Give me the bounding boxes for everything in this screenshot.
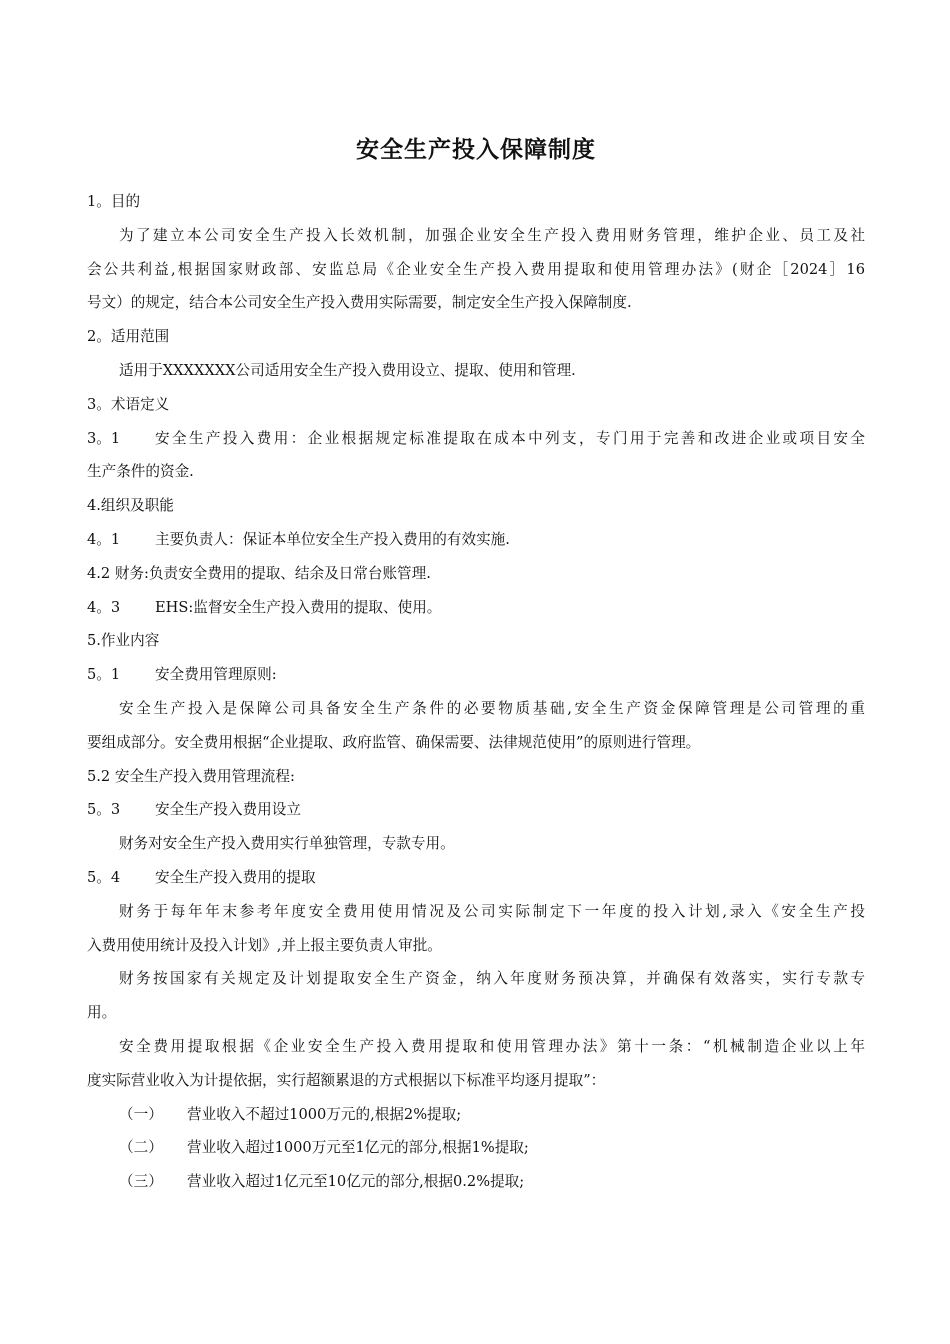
line-text: 营业收入超过1000万元至1亿元的部分,根据1%提取;	[187, 1139, 529, 1157]
line-text: 5.作业内容	[87, 632, 160, 650]
text-line	[87, 354, 865, 388]
line-text: 营业收入不超过1000万元的,根据2%提取;	[187, 1105, 462, 1123]
text-line	[87, 422, 865, 456]
line-text: EHS:监督安全生产投入费用的提取、使用。	[155, 598, 442, 616]
line-text: 生产条件的资金.	[87, 463, 194, 481]
line-text: 适用于XXXXXXX公司适用安全生产投入费用设立、提取、使用和管理.	[119, 361, 576, 379]
text-line	[87, 557, 865, 591]
line-text: 主要负责人：保证本单位安全生产投入费用的有效实施.	[155, 530, 510, 548]
line-text: 财务于每年年末参考年度安全费用使用情况及公司实际制定下一年度的投入计划,录入《安全生产投	[119, 902, 865, 920]
text-line	[87, 1165, 865, 1199]
line-text: 3。术语定义	[87, 395, 170, 413]
clause-number: 3。1	[87, 429, 121, 447]
line-text: 为了建立本公司安全生产投入长效机制，加强企业安全生产投入费用财务管理，维护企业、员工及社	[119, 226, 865, 244]
text-line	[87, 489, 865, 523]
text-line	[87, 658, 865, 692]
line-text: 用。	[87, 1004, 117, 1022]
line-text: 安全费用管理原则:	[155, 666, 277, 684]
text-line	[87, 624, 865, 658]
line-text: 会公共利益,根据国家财政部、安监总局《企业安全生产投入费用提取和使用管理办法》(财企［2024］16	[87, 260, 865, 278]
line-text: 号文）的规定，结合本公司安全生产投入费用实际需要，制定安全生产投入保障制度.	[87, 294, 632, 312]
line-text: 安全费用提取根据《企业安全生产投入费用提取和使用管理办法》第十一条：“机械制造企业以上年	[119, 1037, 865, 1055]
text-line	[87, 1098, 865, 1132]
list-marker: （一）	[119, 1105, 163, 1123]
line-text: 5.2 安全生产投入费用管理流程:	[87, 767, 295, 785]
text-line	[87, 253, 865, 287]
line-text: 财务对安全生产投入费用实行单独管理，专款专用。	[119, 835, 455, 853]
text-line	[87, 591, 865, 625]
text-line	[87, 388, 865, 422]
line-text: 营业收入超过1亿元至10亿元的部分,根据0.2%提取;	[187, 1173, 525, 1191]
line-text: 4.组织及职能	[87, 497, 174, 515]
text-line	[87, 1131, 865, 1165]
line-text: 财务按国家有关规定及计划提取安全生产资金，纳入年度财务预决算，并确保有效落实，实行专款专	[119, 970, 865, 988]
line-text: 安全生产投入费用设立	[155, 801, 301, 819]
clause-number: 4。1	[87, 530, 121, 548]
text-line	[87, 726, 865, 760]
text-line	[87, 895, 865, 929]
line-text: 1。目的	[87, 193, 141, 210]
text-line	[87, 320, 865, 354]
line-text: 2。适用范围	[87, 328, 170, 346]
line-text: 入费用使用统计及投入计划》,并上报主要负责人审批。	[87, 936, 442, 954]
text-line	[87, 793, 865, 827]
text-line	[87, 827, 865, 861]
line-text: 安全生产投入费用：企业根据规定标准提取在成本中列支，专门用于完善和改进企业或项目安全	[155, 429, 865, 447]
line-text: 安全生产投入费用的提取	[155, 868, 316, 886]
text-line	[87, 1030, 865, 1064]
text-line	[87, 861, 865, 895]
list-marker: （二）	[119, 1139, 163, 1157]
text-line	[87, 1064, 865, 1098]
clause-number: 5。3	[87, 801, 121, 819]
clause-number: 5。4	[87, 868, 121, 886]
document-body	[87, 185, 865, 1199]
text-line	[87, 286, 865, 320]
document-title: 安全生产投入保障制度	[356, 137, 596, 163]
text-line	[87, 962, 865, 996]
text-line	[87, 929, 865, 963]
text-line	[87, 996, 865, 1030]
text-line	[87, 185, 865, 219]
text-line	[87, 760, 865, 794]
list-marker: （三）	[119, 1173, 163, 1191]
text-line	[87, 455, 865, 489]
line-text: 4.2 财务:负责安全费用的提取、结余及日常台账管理.	[87, 564, 431, 582]
line-text: 度实际营业收入为计提依据，实行超额累退的方式根据以下标准平均逐月提取”：	[87, 1071, 606, 1089]
line-text: 要组成部分。安全费用根据“企业提取、政府监管、确保需要、法律规范使用”的原则进行管理。	[87, 733, 701, 751]
line-text: 安全生产投入是保障公司具备安全生产条件的必要物质基础,安全生产资金保障管理是公司管理的重	[119, 699, 865, 717]
text-line	[87, 219, 865, 253]
text-line	[87, 692, 865, 726]
clause-number: 4。3	[87, 598, 121, 616]
clause-number: 5。1	[87, 666, 121, 684]
text-line	[87, 523, 865, 557]
